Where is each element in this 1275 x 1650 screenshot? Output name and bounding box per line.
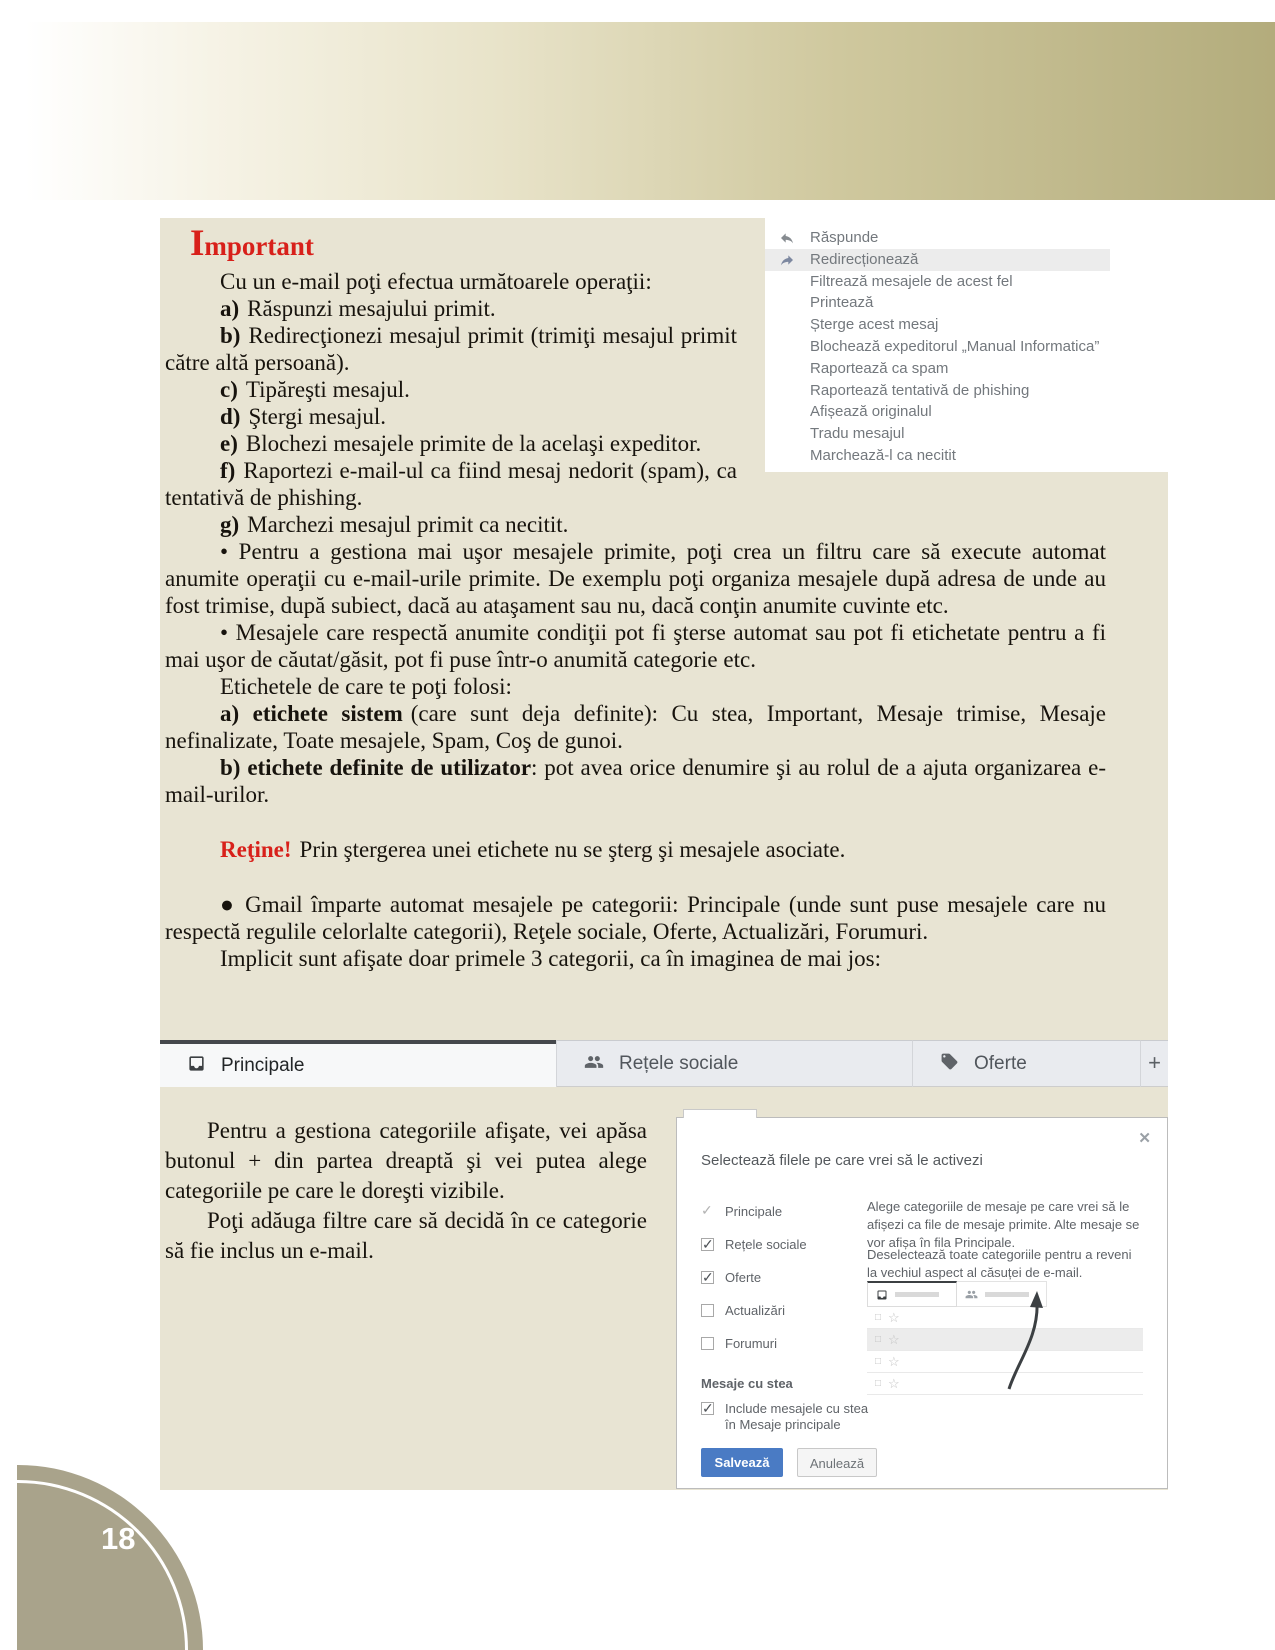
menu-item-label: Redirecționează [810,250,919,268]
important-heading: Important [190,223,314,264]
header-gradient-band [25,22,1275,200]
checkbox-actualizari[interactable] [701,1303,785,1318]
placeholder-bar [895,1292,939,1297]
menu-item-label: Șterge acest mesaj [810,316,939,334]
operation-item-e: e) Blochezi mesajele primite de la acelaşi expeditor. [220,431,702,456]
preview-tab-social [957,1281,1047,1307]
manage-categories-paragraph: Pentru a gestiona categoriile afişate, vei apăsa butonul + din partea dreaptă şi vei putea alege categoriile pe care le doreşti vizibile. [165,1118,647,1203]
operation-item-g: g) Marchezi mesajul primit ca necitit. [220,512,569,537]
menu-item-label: Blochează expeditorul „Manual Informatica” [810,337,1100,355]
operation-item-a: a) Răspunzi mesajului primit. [220,296,496,321]
checkbox-icon: □ [875,1378,882,1389]
checkbox-icon: □ [875,1312,882,1323]
implicit-paragraph: Implicit sunt afişate doar primele 3 categorii, ca în imaginea de mai jos: [220,946,882,971]
operation-item-c: c) Tipăreşti mesajul. [220,377,410,402]
note-paragraph: Reţine! Prin ştergerea unei etichete nu se şterg şi mesajele asociate. [220,837,846,862]
checkbox-label: Forumuri [725,1336,778,1351]
tab-label: Oferte [974,1053,1027,1074]
user-labels-paragraph: b) etichete definite de utilizator: pot avea orice denumire şi au rolul de a ajuta organizarea e-mail-urilor. [165,755,1106,807]
star-icon: ☆ [888,1331,900,1347]
filters-bullet-paragraph: • Pentru a gestiona mai uşor mesajele primite, poţi crea un filtru care să execute automat anumite operaţii cu e-mail-urile primite. De exemplu poţi organiza mesajele după adresa de unde au fost trimise, după subiect, dacă au ataşament sau nu, dacă conţin anumite cuvinte etc. [165,539,1106,618]
checked-checkbox-icon [701,1402,714,1415]
checkbox-include-starred[interactable] [701,1401,879,1433]
checkbox-label: Rețele sociale [725,1237,807,1252]
dialog-description-1: Alege categoriile de mesaje pe care vrei să le afișezi ca file de mesaje primite. Alte mesaje se vor afișa în fila Principale. [867,1199,1140,1250]
star-icon: ☆ [888,1375,900,1391]
menu-item-marcheaza-necitit[interactable] [765,445,1168,467]
operation-item-f: f) Raportezi e-mail-ul ca fiind mesaj nedorit (spam), ca tentativă de phishing. [165,458,737,510]
menu-item-label: Tradu mesajul [810,425,905,443]
menu-item-filtreaza[interactable] [765,271,1168,293]
checked-disabled-checkbox-icon [701,1205,714,1218]
preview-row [867,1351,1143,1373]
star-icon: ☆ [888,1353,900,1369]
preview-message-rows [867,1307,1143,1395]
menu-item-label: Filtrează mesajele de acest fel [810,272,1013,290]
labels-intro-paragraph: Etichetele de care te poţi folosi: [220,674,512,699]
checkbox-oferte[interactable] [701,1270,761,1285]
preview-tab-row [867,1281,1143,1307]
gmail-context-menu [765,218,1168,472]
content-panel [160,218,1168,1490]
starred-section-header: Mesaje cu stea [701,1376,793,1391]
people-icon [584,1052,604,1077]
unchecked-checkbox-icon [701,1304,714,1317]
cancel-button[interactable]: Anulează [797,1448,877,1477]
conditions-bullet-paragraph: • Mesajele care respectă anumite condiţii pot fi şterse automat sau pot fi etichetate pentru a fi mai uşor de căutat/găsit, pot fi puse într-o anumită categorie etc. [165,620,1106,672]
placeholder-bar [985,1292,1029,1297]
inbox-icon [876,1289,888,1301]
tab-retele-sociale[interactable] [556,1040,912,1087]
preview-row [867,1307,1143,1329]
checkbox-label: Actualizări [725,1303,785,1318]
preview-row [867,1373,1143,1395]
menu-item-raporteaza-spam[interactable] [765,358,1168,380]
operation-item-b: b) Redirecţionezi mesajul primit (trimiţi mesajul primit către altă persoană). [165,323,737,375]
menu-item-label: Raportează ca spam [810,359,949,377]
preview-tab-principale [867,1281,957,1307]
checkbox-principale[interactable] [701,1204,782,1219]
tab-label: Principale [221,1054,305,1076]
note-label: Reţine! [220,837,292,862]
tab-oferte[interactable] [912,1040,1140,1087]
dialog-title: Selectează filele pe care vrei să le activezi [701,1152,983,1169]
checkbox-icon: □ [875,1356,882,1367]
checkbox-label: Principale [725,1204,783,1219]
people-icon [965,1288,978,1301]
gmail-select-tabs-dialog [676,1117,1168,1489]
close-icon[interactable]: ✕ [1138,1130,1151,1147]
tab-principale[interactable] [160,1040,556,1087]
inbox-preview-thumbnail [867,1281,1143,1399]
body-text-column [160,218,1168,972]
menu-item-label: Afișează originalul [810,403,932,421]
checkbox-retele-sociale[interactable] [701,1237,807,1252]
gmail-tabs-bar [160,1040,1168,1087]
unchecked-checkbox-icon [701,1337,714,1350]
page-number: 18 [101,1521,136,1556]
checkbox-icon: □ [875,1334,882,1345]
save-button[interactable]: Salvează [701,1448,783,1477]
tab-label: Rețele sociale [619,1053,739,1074]
page-corner-shape [17,1465,203,1650]
system-labels-paragraph: a) etichete sistem (care sunt deja definite): Cu stea, Important, Mesaje trimise, Mesaje nefinalizate, Toate mesajele, Spam, Coş de gunoi. [165,701,1106,753]
menu-item-printeaza[interactable] [765,292,1168,314]
add-tab-button[interactable]: + [1140,1040,1168,1087]
inbox-icon [187,1054,206,1078]
bottom-text-block [165,1116,647,1266]
menu-item-label: Raportează tentativă de phishing [810,381,1030,399]
gmail-categories-paragraph: ● Gmail împarte automat mesajele pe categorii: Principale (unde sunt puse mesajele care nu respectă regulile celorlalte categorii), Reţele sociale, Oferte, Actualizări, Forumuri. [165,892,1106,944]
corner-arc-decoration [17,1480,188,1650]
tag-icon [940,1052,959,1076]
menu-item-tradu[interactable] [765,423,1168,445]
checked-checkbox-icon [701,1271,714,1284]
preview-row [867,1329,1143,1351]
add-filters-paragraph: Poţi adăuga filtre care să decidă în ce categorie să fie inclus un e-mail. [165,1208,647,1263]
menu-item-label: Marchează-l ca necitit [810,446,956,464]
menu-item-label: Printează [810,294,874,312]
checkbox-label: Oferte [725,1270,762,1285]
menu-item-blocheaza[interactable] [765,336,1168,358]
menu-item-label: Răspunde [810,229,879,246]
operation-item-d: d) Ştergi mesajul. [220,404,387,429]
menu-item-raspunde[interactable] [765,227,1168,249]
intro-paragraph: Cu un e-mail poţi efectua următoarele operaţii: [220,269,652,294]
dialog-notch [683,1109,757,1118]
menu-item-raporteaza-phishing[interactable] [765,380,1168,402]
menu-item-redirectioneaza[interactable] [765,249,1168,271]
checked-checkbox-icon [701,1238,714,1251]
dialog-description-2: Deselectează toate categoriile pentru a reveni la vechiul aspect al căsuței de e-mail. [867,1247,1132,1280]
checkbox-label: Include mesajele cu stea în Mesaje principale [725,1401,869,1432]
checkbox-forumuri[interactable] [701,1336,777,1351]
star-icon: ☆ [888,1309,900,1325]
menu-item-afiseaza-originalul[interactable] [765,401,1168,423]
menu-item-sterge[interactable] [765,314,1168,336]
